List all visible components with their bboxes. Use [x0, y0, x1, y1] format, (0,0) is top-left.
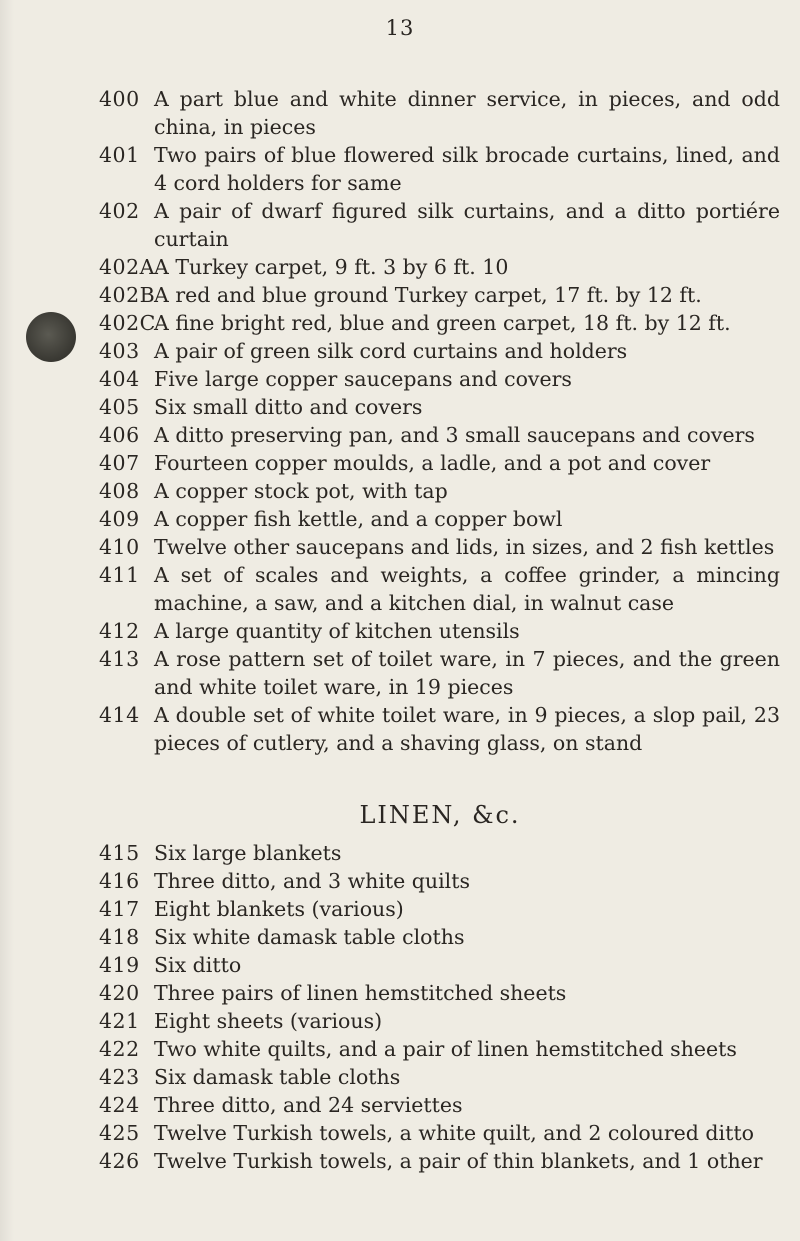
lot-row	[0, 141, 800, 197]
lot-number: 418	[99, 925, 140, 949]
lot-row	[0, 281, 800, 309]
lot-row	[0, 1119, 800, 1147]
lot-description: Eight sheets (various)	[154, 1009, 383, 1033]
lot-description: A copper fish kettle, and a copper bowl	[154, 507, 563, 531]
lot-description: Twelve Turkish towels, a white quilt, and 2 coloured ditto	[154, 1121, 754, 1145]
lot-description: Twelve Turkish towels, a pair of thin blankets, and 1 other	[154, 1149, 763, 1173]
lot-number: 426	[99, 1149, 140, 1173]
lot-description: Six damask table cloths	[154, 1065, 401, 1089]
lot-list-linen	[0, 839, 800, 1175]
lot-description: A red and blue ground Turkey carpet, 17 ft. by 12 ft.	[154, 283, 702, 307]
lot-row	[0, 1063, 800, 1091]
lot-number: 424	[99, 1093, 140, 1117]
lot-description: A Turkey carpet, 9 ft. 3 by 6 ft. 10	[154, 255, 509, 279]
lot-number: 413	[99, 647, 140, 671]
lot-number: 403	[99, 339, 140, 363]
lot-number: 417	[99, 897, 140, 921]
lot-description: A pair of dwarf figured silk curtains, and a ditto portiére curtain	[154, 199, 780, 251]
lot-description: A ditto preserving pan, and 3 small saucepans and covers	[154, 423, 755, 447]
lot-number: 402C	[99, 311, 156, 335]
lot-row	[0, 477, 800, 505]
lot-number: 406	[99, 423, 140, 447]
lot-description: A fine bright red, blue and green carpet, 18 ft. by 12 ft.	[154, 311, 731, 335]
lot-number: 408	[99, 479, 140, 503]
lot-row	[0, 951, 800, 979]
lot-row	[0, 1007, 800, 1035]
lot-number: 415	[99, 841, 140, 865]
section-heading-text: LINEN, &c.	[359, 801, 521, 829]
lot-number: 404	[99, 367, 140, 391]
lot-description: Six small ditto and covers	[154, 395, 423, 419]
lot-row	[0, 1091, 800, 1119]
lot-description: Five large copper saucepans and covers	[154, 367, 572, 391]
lot-row	[0, 1035, 800, 1063]
lot-description: A copper stock pot, with tap	[154, 479, 448, 503]
lot-row	[0, 505, 800, 533]
page-number: 13	[385, 16, 415, 40]
lot-row	[0, 393, 800, 421]
lot-number: 412	[99, 619, 140, 643]
lot-description: Three ditto, and 3 white quilts	[154, 869, 470, 893]
lot-description: A double set of white toilet ware, in 9 pieces, a slop pail, 23 pieces of cutlery, and a shaving glass, on stand	[154, 703, 780, 755]
section-heading	[0, 801, 800, 829]
lot-description: Six large blankets	[154, 841, 342, 865]
lot-row	[0, 253, 800, 281]
lot-description: Two pairs of blue flowered silk brocade curtains, lined, and 4 cord holders for same	[154, 143, 780, 195]
lot-number: 425	[99, 1121, 140, 1145]
lot-number: 402	[99, 199, 140, 223]
lot-row	[0, 701, 800, 757]
lot-row	[0, 365, 800, 393]
lot-number: 410	[99, 535, 140, 559]
lot-number: 405	[99, 395, 140, 419]
lot-number: 421	[99, 1009, 140, 1033]
lot-number: 423	[99, 1065, 140, 1089]
lot-row	[0, 421, 800, 449]
lot-list	[0, 85, 800, 1175]
lot-number: 400	[99, 87, 140, 111]
lot-row	[0, 979, 800, 1007]
lot-description: Eight blankets (various)	[154, 897, 404, 921]
lot-row	[0, 533, 800, 561]
lot-row	[0, 337, 800, 365]
lot-number: 401	[99, 143, 140, 167]
lot-description: A rose pattern set of toilet ware, in 7 pieces, and the green and white toilet ware, in 19 pieces	[154, 647, 780, 699]
lot-description: Two white quilts, and a pair of linen hemstitched sheets	[154, 1037, 737, 1061]
lot-description: Twelve other saucepans and lids, in sizes, and 2 fish kettles	[154, 535, 775, 559]
lot-number: 414	[99, 703, 140, 727]
lot-description: A pair of green silk cord curtains and holders	[154, 339, 628, 363]
lot-row	[0, 645, 800, 701]
lot-number: 402B	[99, 283, 156, 307]
lot-number: 422	[99, 1037, 140, 1061]
lot-number: 411	[99, 563, 140, 587]
lot-description: Six ditto	[154, 953, 242, 977]
lot-row	[0, 197, 800, 253]
lot-row	[0, 1147, 800, 1175]
lot-description: A part blue and white dinner service, in pieces, and odd china, in pieces	[154, 87, 780, 139]
lot-description: A large quantity of kitchen utensils	[154, 619, 520, 643]
lot-row	[0, 923, 800, 951]
lot-description: A set of scales and weights, a coffee grinder, a mincing machine, a saw, and a kitchen dial, in walnut case	[154, 563, 780, 615]
lot-row	[0, 839, 800, 867]
lot-number: 402A	[99, 255, 155, 279]
lot-description: Three ditto, and 24 serviettes	[154, 1093, 463, 1117]
lot-number: 409	[99, 507, 140, 531]
lot-number: 420	[99, 981, 140, 1005]
lot-number: 407	[99, 451, 140, 475]
lot-number: 419	[99, 953, 140, 977]
lot-description: Fourteen copper moulds, a ladle, and a pot and cover	[154, 451, 711, 475]
lot-row	[0, 617, 800, 645]
lot-row	[0, 85, 800, 141]
lot-description: Six white damask table cloths	[154, 925, 465, 949]
lot-row	[0, 309, 800, 337]
lot-row	[0, 561, 800, 617]
lot-row	[0, 895, 800, 923]
lot-row	[0, 449, 800, 477]
lot-description: Three pairs of linen hemstitched sheets	[154, 981, 567, 1005]
lot-list-top	[0, 85, 800, 757]
lot-row	[0, 867, 800, 895]
lot-number: 416	[99, 869, 140, 893]
